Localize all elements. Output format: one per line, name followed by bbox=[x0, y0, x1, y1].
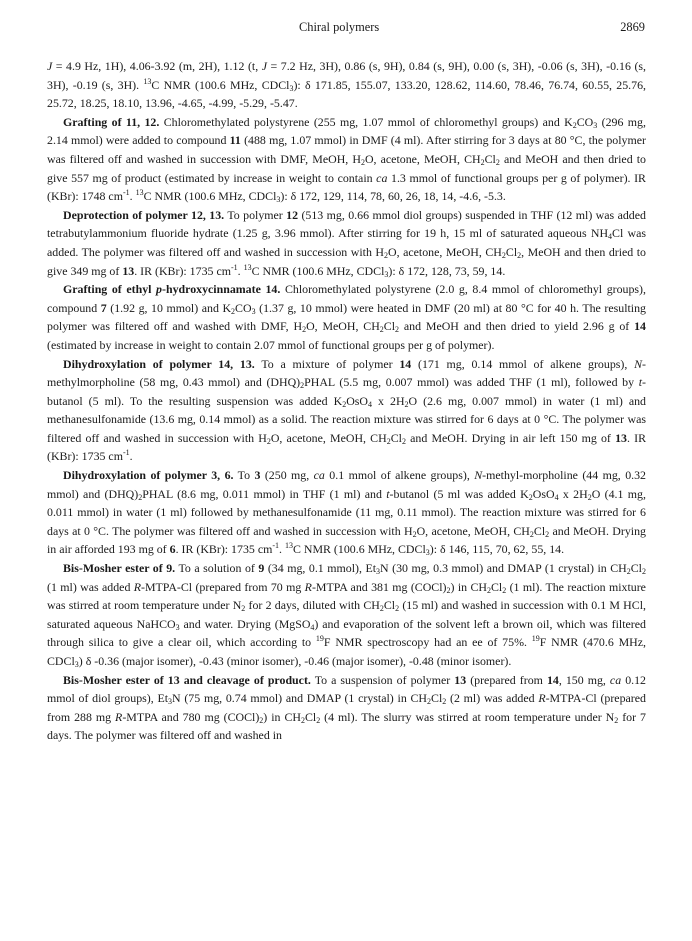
paragraph-grafting-11-12: Grafting of 11, 12. Chloromethylated polystyrene (255 mg, 1.07 mmol of chloromethyl groups) and $K_2CO_3$ (296 mg, 2.14 mmol) were added to compound 11 (488 mg, 1.07 mmol) in DMF (4 ml). After stirring for 3 days at 80 °C, the polymer was filtered off and washed in succession with DMF, MeOH, $H_2O$, acetone, MeOH, $CH_2Cl_2$ and MeOH and then dried to give 557 mg of product (estimated by increase in weight to contain ca 1.3 mmol of functional groups per g of polymer). IR (KBr): 1748 $cm^{-1}$. $^{13}$C NMR (100.6 MHz, CDCl$_3$): δ 172, 129, 114, 78, 60, 26, 18, 14, -4.6, -5.3. bbox=[47, 114, 646, 205]
running-head bbox=[47, 20, 646, 35]
paragraph-dihydroxylation-3-6: Dihydroxylation of polymer 3, 6. To 3 (250 mg, ca 0.1 mmol of alkene groups), N-methyl-morpholine (44 mg, 0.32 mmol) and $(DHQ)_2PHAL$ (8.6 mg, 0.011 mmol) in THF (1 ml) and t-butanol (5 ml was added $K_2OsO_4$ x $2H_2O$ (4.1 mg, 0.011 mmol) in water (1 ml) followed by methanesulfonamide (11 mg, 0.11 mmol). The reaction mixture was stirred for 6 days at 0 °C. The polymer was filtered off and washed in succession with $H_2O$, acetone, MeOH, $CH_2Cl_2$ and MeOH. Drying in air afforded 193 mg of 6. IR (KBr): 1735 $cm^{-1}$. $^{13}$C NMR (100.6 MHz, CDCl$_3$): δ 146, 115, 70, 62, 55, 14. bbox=[47, 468, 647, 558]
article-body bbox=[47, 57, 646, 745]
paragraph-mosher-ester-13: Bis-Mosher ester of 13 and cleavage of product. To a suspension of polymer 13 (prepared from 14, 150 mg, ca 0.12 mmol of diol groups), $Et_3N$ (75 mg, 0.74 mmol) and DMAP (1 crystal) in $CH_2Cl_2$ (2 ml) was added R-MTPA-Cl (prepared from 288 mg R-MTPA and 780 mg $(COCl)_2$) in $CH_2Cl_2$ (4 ml). The slurry was stirred at room temperature under $N_2$ for 7 days. The polymer was filtered off and washed in bbox=[47, 672, 647, 743]
page-number: 2869 bbox=[620, 20, 645, 34]
paragraph-grafting-14: Grafting of ethyl p-hydroxycinnamate 14. Chloromethylated polystyrene (2.0 g, 8.4 mmol of chloromethyl groups), compound 7 (1.92 g, 10 mmol) and $K_2CO_3$ (1.37 g, 10 mmol) were heated in DMF (20 ml) at 80 °C for 40 h. The resulting polymer was filtered off and washed with DMF, $H_2O$, MeOH, $CH_2Cl_2$ and MeOH and then dried to yield 2.96 g of 14 (estimated by increase in weight to contain 2.07 mmol of functional groups per g of polymer). bbox=[47, 282, 646, 352]
running-title: Chiral polymers bbox=[299, 20, 380, 34]
paragraph-mosher-ester-9: Bis-Mosher ester of 9. To a solution of 9 (34 mg, 0.1 mmol), $Et_3N$ (30 mg, 0.3 mmol) and DMAP (1 crystal) in $CH_2Cl_2$ (1 ml) was added R-MTPA-Cl (prepared from 70 mg R-MTPA and 381 mg $(COCl)_2$) in $CH_2Cl_2$ (1 ml). The reaction mixture was stirred at room temperature under $N_2$ for 2 days, diluted with $CH_2Cl_2$ (15 ml) and washed in succession with 0.1 M HCl, saturated aqueous NaHCO$_3$ and water. Drying (MgSO$_4$) and evaporation of the solvent left a brown oil, which was filtered through silica to give a clear oil, which according to $^{19}$F NMR spectroscopy had an ee of 75%. $^{19}$F NMR (470.6 MHz, CDCl$_3$) δ -0.36 (major isomer), -0.43 (minor isomer), -0.46 (major isomer), -0.48 (minor isomer). bbox=[47, 561, 646, 669]
paragraph-nmr-continuation: J = 4.9 Hz, 1H), 4.06-3.92 (m, 2H), 1.12 (t, J = 7.2 Hz, 3H), 0.86 (s, 9H), 0.84 (s, 9H), 0.00 (s, 3H), -0.06 (s, 3H), -0.16 (s, 3H), -0.19 (s, 3H). $^{13}$C NMR (100.6 MHz, CDCl$_3$): δ 171.85, 155.07, 133.20, 128.62, 114.60, 78.46, 76.74, 60.55, 25.76, 25.72, 18.25, 18.10, 13.96, -4.65, -4.99, -5.29, -5.47. bbox=[47, 59, 647, 111]
paragraph-deprotection-12-13: Deprotection of polymer 12, 13. To polymer 12 (513 mg, 0.66 mmol diol groups) suspended in THF (12 ml) was added tetrabutylammonium fluoride hydrate (1.25 g, 3.96 mmol). After stirring for 19 h, 15 ml of saturated aqueous $NH_4Cl$ was added. The polymer was filtered off and washed in succession with $H_2O$, acetone, MeOH, $CH_2Cl_2$, MeOH and then dried to give 349 mg of 13. IR (KBr): 1735 $cm^{-1}$. $^{13}$C NMR (100.6 MHz, CDCl$_3$): δ 172, 128, 73, 59, 14. bbox=[47, 207, 647, 279]
paragraph-dihydroxylation-14-13: Dihydroxylation of polymer 14, 13. To a mixture of polymer 14 (171 mg, 0.14 mmol of alkene groups), N-methylmorpholine (58 mg, 0.43 mmol) and $(DHQ)_2PHAL$ (5.5 mg, 0.007 mmol) was added THF (1 ml), followed by t-butanol (5 ml). To the resulting suspension was added $K_2OsO_4$ x $2H_2O$ (2.6 mg, 0.007 mmol) in water (1 ml) and methanesulfonamide (13.6 mg, 0.14 mmol) as a solid. The reaction mixture was stirred for 6 days at 0 °C. The polymer was filtered off and washed in succession with $H_2O$, acetone, MeOH, $CH_2Cl_2$ and MeOH. Drying in air left 150 mg of 13. IR (KBr): 1735 $cm^{-1}$. bbox=[47, 356, 647, 464]
